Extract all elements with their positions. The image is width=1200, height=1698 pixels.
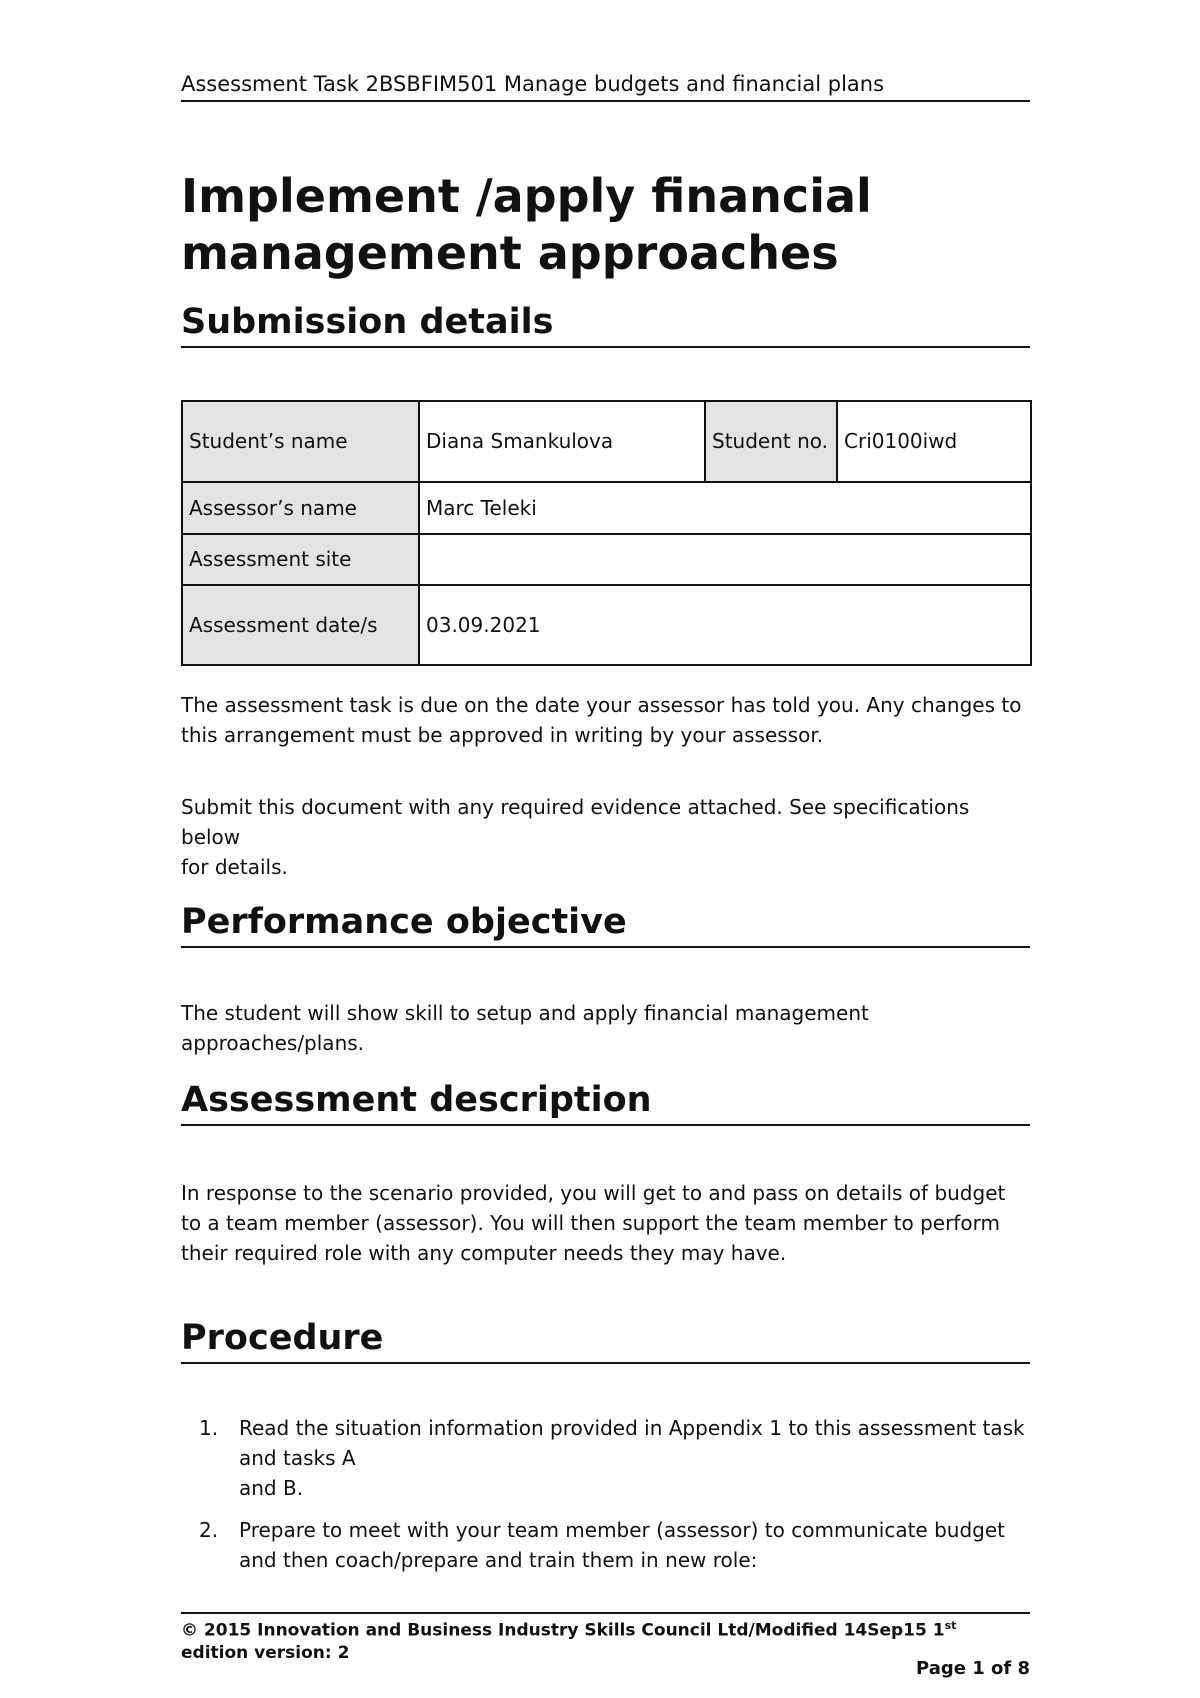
student-name-label: Student’s name <box>182 401 419 482</box>
submission-details-table <box>181 400 1032 666</box>
table-row <box>182 585 1031 665</box>
assessor-name-label: Assessor’s name <box>182 482 419 534</box>
assessment-description-heading: Assessment description <box>181 1078 1030 1126</box>
list-item-number: 1. <box>199 1416 219 1440</box>
page-title: Implement /apply financial management approaches <box>181 169 872 280</box>
list-item-text: Read the situation information provided in Appendix 1 to this assessment task and tasks A <box>239 1416 1025 1470</box>
edition-superscript: st <box>944 1619 957 1632</box>
due-date-note: The assessment task is due on the date your assessor has told you. Any changes to this arrangement must be approved in writing by your assessor. <box>181 693 1022 747</box>
table-row <box>182 482 1031 534</box>
running-header: Assessment Task 2BSBFIM501 Manage budgets and financial plans <box>181 70 1030 102</box>
assessment-date-label: Assessment date/s <box>182 585 419 665</box>
list-item-text-continued: and B. <box>239 1476 304 1500</box>
student-no-value: Cri0100iwd <box>837 401 1031 482</box>
submission-details-heading: Submission details <box>181 300 1030 348</box>
list-item <box>181 1515 1030 1575</box>
procedure-list <box>181 1413 1030 1587</box>
submit-note-line-2: for details. <box>181 855 288 879</box>
assessment-description-text: In response to the scenario provided, you will get to and pass on details of budget to a team member (assessor). You will then support the team member to perform their required role with any computer needs they may have. <box>181 1181 1006 1265</box>
edition-version: edition version: 2 <box>181 1642 350 1663</box>
list-item <box>181 1413 1030 1503</box>
footer-copyright <box>181 1615 1030 1664</box>
list-item-number: 2. <box>199 1518 219 1542</box>
assessment-date-value: 03.09.2021 <box>419 585 1031 665</box>
assessment-site-value <box>419 534 1031 585</box>
student-name-value: Diana Smankulova <box>419 401 705 482</box>
submit-note <box>181 792 1030 882</box>
student-no-label: Student no. <box>705 401 837 482</box>
table-row <box>182 534 1031 585</box>
page-number: Page 1 of 8 <box>916 1658 1030 1679</box>
list-item-text: Prepare to meet with your team member (assessor) to communicate budget and then coach/prepare and train them in new role: <box>239 1518 1005 1572</box>
procedure-heading: Procedure <box>181 1316 1030 1364</box>
assessor-name-value: Marc Teleki <box>419 482 1031 534</box>
submit-note-line-1: Submit this document with any required evidence attached. See specifications below <box>181 795 970 849</box>
performance-objective-text: The student will show skill to setup and apply financial management approaches/plans. <box>181 1001 869 1055</box>
footer-divider <box>181 1612 1030 1614</box>
assessment-site-label: Assessment site <box>182 534 419 585</box>
performance-objective-heading: Performance objective <box>181 900 1030 948</box>
table-row <box>182 401 1031 482</box>
copyright-text: © 2015 Innovation and Business Industry Skills Council Ltd/Modified 14Sep15 1 <box>181 1620 945 1641</box>
